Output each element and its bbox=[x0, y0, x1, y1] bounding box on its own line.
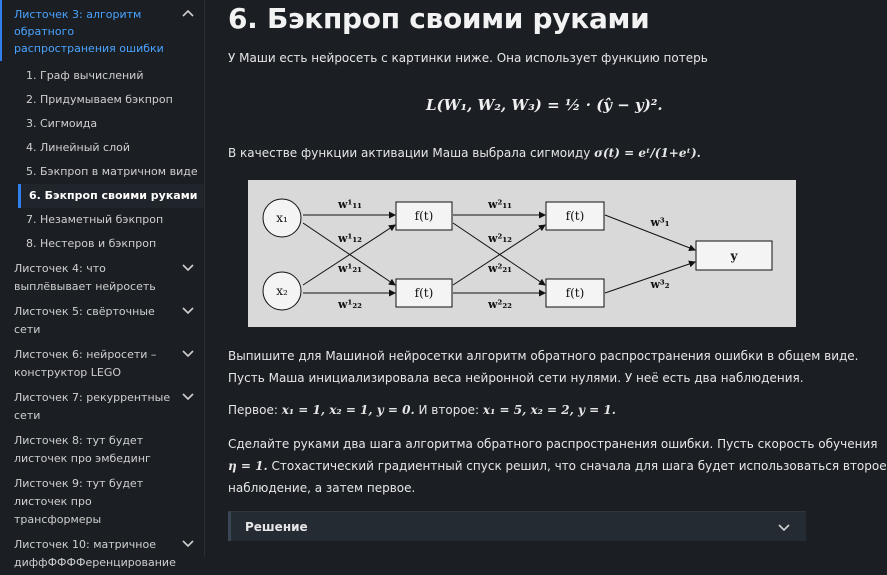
sidebar-section-active[interactable] bbox=[0, 0, 204, 61]
task-line-2: Пусть Маша инициализировала веса нейронной сети нулями. У неё есть два наблюдения. bbox=[228, 371, 804, 385]
steps-line-3: наблюдение, а затем первое. bbox=[228, 481, 416, 495]
solution-collapsible[interactable] bbox=[228, 511, 806, 541]
sidebar-item-sigmoid[interactable]: 3. Сигмоида bbox=[26, 117, 98, 130]
sidebar-section-label: Листочек 9: тут будет листочек про трансформеры bbox=[14, 477, 144, 526]
chevron-up-icon[interactable] bbox=[182, 9, 194, 17]
sidebar-item-linear-layer[interactable]: 4. Линейный слой bbox=[26, 141, 131, 154]
sidebar-section-label: Листочек 4: что выплёвывает нейросеть bbox=[14, 262, 156, 293]
chevron-down-icon[interactable] bbox=[182, 393, 194, 401]
weight-label: w¹₁₁ bbox=[338, 198, 362, 211]
obs-second-values: x₁ = 5, x₂ = 2, y = 1. bbox=[482, 403, 616, 417]
steps-line-1: Сделайте руками два шага алгоритма обратного распространения ошибки. Пусть скорость обучения bbox=[228, 437, 878, 451]
loss-formula: L(W₁, W₂, W₃) = ½ · (ŷ − y)². bbox=[426, 96, 663, 114]
sidebar-section-label: Листочек 7: рекуррентные сети bbox=[14, 391, 171, 422]
weight-label: w³₁ bbox=[650, 216, 670, 229]
chevron-down-icon[interactable] bbox=[182, 540, 194, 548]
activation-formula: σ(t) = eᵗ/(1+eᵗ). bbox=[594, 146, 701, 160]
sidebar-item-graph[interactable]: 1. Граф вычислений bbox=[26, 69, 144, 82]
input-label-2: x₂ bbox=[276, 284, 288, 298]
weight-label: w²₂₂ bbox=[488, 298, 512, 311]
steps-line-2 bbox=[228, 455, 887, 477]
sidebar-section-label: Листочек 5: свёрточные сети bbox=[14, 305, 155, 336]
sidebar-item-invent-backprop[interactable]: 2. Придумываем бэкпроп bbox=[26, 93, 173, 106]
sidebar-section-4[interactable] bbox=[0, 256, 204, 299]
sidebar-item-manual-backprop[interactable]: 6. Бэкпроп своими руками bbox=[18, 184, 204, 208]
hidden-label: f(t) bbox=[565, 286, 585, 300]
solution-label: Решение bbox=[245, 520, 308, 534]
sidebar-section-label: Листочек 8: тут будет листочек про эмбединг bbox=[14, 434, 151, 465]
sidebar-section-label: Листочек 10: матричное диффФФФФеренцирование bbox=[14, 538, 176, 569]
page-title: 6. Бэкпроп своими руками bbox=[228, 2, 650, 35]
sidebar-section-label: Листочек 6: нейросети – конструктор LEGO bbox=[14, 348, 157, 379]
learning-rate: η = 1. bbox=[228, 459, 268, 473]
activation-text: В качестве функции активации Маша выбрала сигмоиду bbox=[228, 146, 591, 160]
network-diagram-svg bbox=[248, 180, 796, 327]
sidebar-section-5[interactable] bbox=[0, 299, 204, 342]
sidebar-section-6[interactable] bbox=[0, 342, 204, 385]
sidebar-section-9[interactable] bbox=[0, 471, 204, 532]
weight-label: w¹₂₂ bbox=[338, 298, 362, 311]
sidebar-item-matrix-backprop[interactable]: 5. Бэкпроп в матричном виде bbox=[26, 165, 198, 178]
hidden-label: f(t) bbox=[414, 286, 434, 300]
network-diagram bbox=[248, 180, 796, 327]
hidden-label: f(t) bbox=[565, 209, 585, 223]
chevron-down-icon[interactable] bbox=[182, 307, 194, 315]
output-label: y bbox=[730, 249, 738, 263]
obs-second-label: И второе: bbox=[418, 403, 480, 417]
chevron-down-icon[interactable] bbox=[182, 350, 194, 358]
sidebar bbox=[0, 0, 205, 569]
weight-label: w¹₁₂ bbox=[338, 232, 362, 245]
weight-label: w²₁₁ bbox=[488, 198, 512, 211]
observations bbox=[228, 399, 616, 421]
task-line-1: Выпишите для Машиной нейросетки алгоритм обратного распространения ошибки в общем виде. bbox=[228, 349, 859, 363]
obs-first-label: Первое: bbox=[228, 403, 278, 417]
activation-paragraph bbox=[228, 142, 701, 164]
sidebar-section-7[interactable] bbox=[0, 385, 204, 428]
sidebar-item-hidden-backprop[interactable]: 7. Незаметный бэкпроп bbox=[26, 213, 164, 226]
input-label-1: x₁ bbox=[276, 211, 288, 225]
sidebar-item-nesterov[interactable]: 8. Нестеров и бэкпроп bbox=[26, 237, 157, 250]
weight-label: w²₁₂ bbox=[488, 232, 512, 245]
intro-text: У Маши есть нейросеть с картинки ниже. Она использует функцию потерь bbox=[228, 51, 708, 65]
sidebar-section-10[interactable] bbox=[0, 532, 204, 575]
chevron-down-icon[interactable] bbox=[778, 524, 790, 532]
hidden-label: f(t) bbox=[414, 209, 434, 223]
steps-line-2-text: Стохастический градиентный спуск решил, что сначала для шага будет использоваться второе bbox=[271, 459, 887, 473]
sidebar-section-8[interactable] bbox=[0, 428, 204, 471]
chevron-down-icon[interactable] bbox=[182, 264, 194, 272]
weight-label: w²₂₁ bbox=[488, 262, 512, 275]
weight-label: w³₂ bbox=[650, 278, 670, 291]
sidebar-section-label: Листочек 3: алгоритм обратного распространения ошибки bbox=[14, 8, 164, 55]
weight-label: w¹₂₁ bbox=[338, 262, 362, 275]
main-content bbox=[206, 0, 887, 557]
obs-first-values: x₁ = 1, x₂ = 1, y = 0. bbox=[281, 403, 415, 417]
